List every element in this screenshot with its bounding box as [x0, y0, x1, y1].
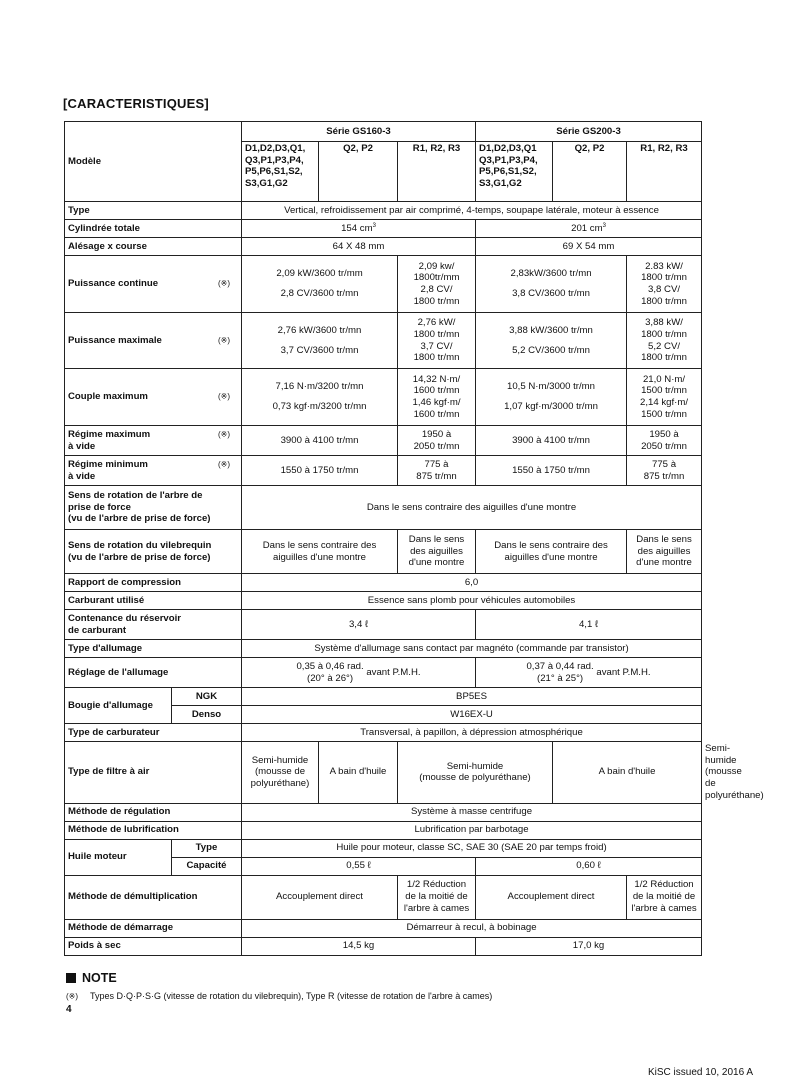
value-gs200: 3900 à 4100 tr/mn — [476, 426, 627, 456]
sub-label: NGK — [172, 688, 242, 706]
value-gs160: 3,4 ℓ — [242, 610, 476, 640]
row-label-text: Régime minimum à vide — [68, 458, 148, 482]
angle-range — [526, 661, 593, 684]
value-line: 1800 tr/mn — [641, 352, 687, 364]
row-value: Essence sans plomb pour véhicules automobiles — [242, 592, 702, 610]
value-gs200-bain: A bain d'huile — [553, 742, 702, 804]
table-row — [65, 724, 702, 742]
value-line: l'arbre à cames — [631, 902, 697, 914]
value-gs200: 69 X 54 mm — [476, 238, 702, 256]
value-line: de la moitié de — [405, 891, 468, 903]
row-label: Huile moteur — [65, 839, 172, 875]
value-line: 0,37 à 0,44 rad. — [526, 660, 594, 672]
value-line: 3,8 CV/ — [648, 284, 681, 295]
value-line: 1800 tr/mn — [413, 352, 460, 364]
value-gs200: 0,60 ℓ — [476, 857, 702, 875]
value-line: 3,8 CV/3600 tr/mn — [512, 288, 590, 299]
value-gs160: Accouplement direct — [242, 875, 398, 919]
value-gs200-r — [627, 426, 702, 456]
note-mark: (※) — [217, 279, 230, 289]
footer-issue: KiSC issued 10, 2016 A — [648, 1067, 754, 1078]
value-line: 1600 tr/mn — [413, 408, 460, 420]
value-gs200-r — [627, 875, 702, 919]
row-label-text: Puissance continue — [68, 278, 159, 290]
value-line: Semi-humide — [446, 760, 504, 772]
value-line: 2,76 kW/ — [417, 317, 456, 329]
value-line: 5,2 CV/ — [648, 340, 681, 352]
row-label: Rapport de compression — [65, 574, 242, 592]
note-text — [66, 991, 492, 1001]
row-label: Type de carburateur — [65, 724, 242, 742]
section-heading: [CARACTERISTIQUES] — [63, 96, 209, 111]
value-line: (mousse de polyuréthane) — [419, 772, 531, 784]
value-line: 775 à — [424, 458, 449, 470]
models-gs160-r: R1, R2, R3 — [398, 142, 476, 202]
value-line: 2,09 kw/ — [418, 260, 455, 272]
row-label: Type d'allumage — [65, 640, 242, 658]
sub-label: Type — [172, 839, 242, 857]
row-label: Type — [65, 202, 242, 220]
row-label: Sens de rotation de l'arbre de prise de force (vu de l'arbre de prise de force) — [65, 486, 242, 530]
value-gs200 — [476, 220, 702, 238]
value-gs160-r — [398, 456, 476, 486]
value-text: 201 cm — [571, 222, 603, 234]
models-gs200-d: D1,D2,D3,Q1 Q3,P1,P3,P4, P5,P6,S1,S2, S3,G1,G2 — [476, 142, 553, 202]
angle-range — [296, 661, 363, 684]
square-bullet-icon — [66, 973, 76, 983]
table-row — [65, 875, 702, 919]
series-gs160: Série GS160-3 — [242, 122, 476, 142]
note-mark: (※) — [217, 429, 230, 439]
models-gs200-r: R1, R2, R3 — [627, 142, 702, 202]
value-line: 14,32 N·m/ — [412, 373, 461, 385]
value-line: 2050 tr/mn — [413, 440, 460, 452]
value-line: 1600 tr/mn — [413, 385, 460, 397]
value-line: l'arbre à cames — [403, 902, 470, 914]
row-label: Alésage x course — [65, 238, 242, 256]
value-line: Dans le sens contraire des — [262, 539, 377, 551]
value-line: des aiguilles — [637, 545, 691, 557]
value-line: Semi-humide — [251, 754, 309, 766]
value-line: 1500 tr/mn — [641, 385, 687, 397]
row-value: Démarreur à recul, à bobinage — [242, 919, 702, 937]
value-line: Dans le sens — [408, 533, 465, 545]
value-gs200: Accouplement direct — [476, 875, 627, 919]
value-line: 0,73 kgf·m/3200 tr/mn — [272, 401, 367, 412]
models-gs160-q2: Q2, P2 — [319, 142, 398, 202]
note-heading — [66, 971, 117, 985]
value-gs200-r — [627, 313, 702, 369]
value-gs160-r — [398, 530, 476, 574]
value-gs160: 3900 à 4100 tr/mn — [242, 426, 398, 456]
value-line: 1800 tr/mn — [641, 328, 687, 340]
table-row — [65, 839, 702, 857]
value-line: 1/2 Réduction — [406, 879, 467, 891]
value-line: 775 à — [652, 458, 677, 470]
value-line: d'une montre — [408, 557, 465, 569]
row-label-text: Puissance maximale — [68, 334, 162, 346]
table-row — [65, 803, 702, 821]
table-row — [65, 610, 702, 640]
value-line: 1500 tr/mn — [641, 408, 687, 420]
value-gs200: 1550 à 1750 tr/mn — [476, 456, 627, 486]
table-row: Type de filtre à air Semi-humide (mousse de polyuréthane) A bain d'huile Semi-humide (mousse de polyuréthane) A bain d'huile Semi-humide (mousse de polyuréthane) — [65, 742, 702, 804]
table-row — [65, 369, 702, 426]
table-row — [65, 574, 702, 592]
row-label: Poids à sec — [65, 937, 242, 955]
unit-superscript: 3 — [372, 222, 376, 229]
note-mark: (※) — [217, 335, 230, 345]
row-label: Type de filtre à air — [65, 742, 242, 804]
value-suffix: avant P.M.H. — [366, 666, 421, 678]
value-line: 2,8 CV/3600 tr/mn — [280, 288, 359, 299]
value-text: 154 cm — [341, 222, 373, 234]
table-row — [65, 592, 702, 610]
row-label: Bougie d'allumage — [65, 688, 172, 724]
table-row — [65, 202, 702, 220]
table-row — [65, 821, 702, 839]
row-value: W16EX-U — [242, 706, 702, 724]
value-line: 1800 tr/mn — [413, 328, 460, 340]
value-gs160: 1550 à 1750 tr/mn — [242, 456, 398, 486]
row-label: Méthode de régulation — [65, 803, 242, 821]
value-line: 3,88 kW/3600 tr/mn — [509, 324, 593, 336]
row-value: Système à masse centrifuge — [242, 803, 702, 821]
value-line: 1800tr/mm — [413, 272, 460, 284]
page-number: 4 — [66, 1004, 72, 1015]
table-header-series — [65, 122, 702, 142]
row-label — [65, 313, 242, 369]
table-row — [65, 688, 702, 706]
table-row — [65, 256, 702, 313]
value-gs160: 0,55 ℓ — [242, 857, 476, 875]
row-label-text: Couple maximum — [68, 391, 148, 403]
value-line: 1800 tr/mn — [413, 295, 460, 307]
value-line: 1,46 kgf·m/ — [412, 397, 461, 408]
row-value: Lubrification par barbotage — [242, 821, 702, 839]
row-label: Sens de rotation du vilebrequin (vu de l'arbre de prise de force) — [65, 530, 242, 574]
value-line: aiguilles d'une montre — [272, 551, 367, 563]
value-gs200-r — [627, 369, 702, 426]
value-gs160-r-gs200 — [398, 742, 553, 804]
value-line: 3,7 CV/ — [420, 340, 453, 352]
row-label: Méthode de lubrification — [65, 821, 242, 839]
value-line: des aiguilles — [410, 545, 463, 557]
table-row — [65, 658, 702, 688]
value-gs160 — [242, 530, 398, 574]
value-line: d'une montre — [636, 557, 692, 569]
table-row — [65, 530, 702, 574]
value-line: 875 tr/mn — [643, 470, 685, 482]
sub-label: Capacité — [172, 857, 242, 875]
table-row — [65, 220, 702, 238]
value-line: 1950 à — [649, 428, 679, 440]
value-line: 875 tr/mn — [416, 470, 457, 482]
value-line: (20° à 26°) — [307, 672, 354, 684]
series-gs200: Série GS200-3 — [476, 122, 702, 142]
value-gs160 — [242, 742, 319, 804]
row-value: Vertical, refroidissement par air comprimé, 4-temps, soupape latérale, moteur à essence — [242, 202, 702, 220]
note-mark: (※) — [66, 992, 79, 1001]
value-line: 2,83kW/3600 tr/mn — [510, 268, 592, 280]
value-gs160-r — [398, 369, 476, 426]
value-line: 2,09 kW/3600 tr/mm — [276, 268, 363, 280]
value-gs160 — [242, 369, 398, 426]
value-gs200: 4,1 ℓ — [476, 610, 702, 640]
row-value: 6,0 — [242, 574, 702, 592]
value-line: 3,7 CV/3600 tr/mn — [280, 344, 359, 356]
value-line: 7,16 N·m/3200 tr/mn — [275, 381, 364, 393]
value-gs160 — [242, 220, 476, 238]
value-line: de la moitié de — [632, 891, 696, 903]
value-gs200 — [476, 256, 627, 313]
value-line: 0,35 à 0,46 rad. — [296, 660, 364, 672]
note-mark: (※) — [217, 459, 230, 469]
sub-label: Denso — [172, 706, 242, 724]
value-line: 3,88 kW/ — [645, 317, 683, 329]
value-gs160-r — [398, 426, 476, 456]
value-line: 5,2 CV/3600 tr/mn — [512, 344, 590, 356]
note-body: Types D·Q·P·S·G (vitesse de rotation du vilebrequin), Type R (vitesse de rotation de l'arbre à cames) — [90, 991, 493, 1001]
value-gs160: 64 X 48 mm — [242, 238, 476, 256]
table-row — [65, 486, 702, 530]
value-line: 2,14 kgf·m/ — [640, 397, 689, 408]
row-label-text: Régime maximum à vide — [68, 428, 151, 452]
value-line: 2050 tr/mn — [641, 440, 687, 452]
value-line: 2,8 CV/ — [420, 284, 453, 295]
row-value: Dans le sens contraire des aiguilles d'une montre — [242, 486, 702, 530]
value-gs200 — [476, 313, 627, 369]
value-line: Dans le sens — [636, 533, 692, 545]
value-gs200: 17,0 kg — [476, 937, 702, 955]
value-gs160: 14,5 kg — [242, 937, 476, 955]
value-line: polyuréthane) — [250, 778, 310, 790]
value-line: (21° à 25°) — [537, 672, 584, 684]
value-line: 1800 tr/mn — [641, 295, 687, 307]
note-title: NOTE — [82, 971, 117, 985]
row-label: Carburant utilisé — [65, 592, 242, 610]
value-line: 1950 à — [421, 428, 452, 440]
table-row — [65, 456, 702, 486]
value-line: Dans le sens contraire des — [494, 539, 608, 551]
row-label: Réglage de l'allumage — [65, 658, 242, 688]
value-gs200-r — [627, 456, 702, 486]
value-gs200 — [476, 530, 627, 574]
table-row — [65, 919, 702, 937]
value-gs200-r — [627, 530, 702, 574]
table-row — [65, 313, 702, 369]
row-label — [65, 369, 242, 426]
value-gs160 — [242, 313, 398, 369]
value-gs200 — [476, 658, 702, 688]
value-gs160 — [242, 256, 398, 313]
value-line: 10,5 N·m/3000 tr/mn — [507, 381, 595, 393]
row-label — [65, 456, 242, 486]
table-row — [65, 640, 702, 658]
value-line: 1,07 kgf·m/3000 tr/mn — [504, 401, 598, 412]
model-label: Modèle — [65, 122, 242, 202]
value-gs160-r — [398, 313, 476, 369]
row-label: Méthode de démultiplication — [65, 875, 242, 919]
table-row — [65, 238, 702, 256]
value-gs160-r — [398, 875, 476, 919]
value-line: 1/2 Réduction — [634, 879, 694, 891]
row-label — [65, 256, 242, 313]
row-value: Transversal, à papillon, à dépression atmosphérique — [242, 724, 702, 742]
value-suffix: avant P.M.H. — [596, 666, 651, 678]
value-line: 1800 tr/mn — [641, 272, 687, 284]
value-line: 2,76 kW/3600 tr/mn — [277, 324, 362, 336]
row-label — [65, 426, 242, 456]
row-value: Huile pour moteur, classe SC, SAE 30 (SAE 20 par temps froid) — [242, 839, 702, 857]
models-gs160-d: D1,D2,D3,Q1, Q3,P1,P3,P4, P5,P6,S1,S2, S3,G1,G2 — [242, 142, 319, 202]
note-mark: (※) — [217, 392, 230, 402]
value-line: 21,0 N·m/ — [642, 373, 686, 385]
value-line: 2.83 kW/ — [645, 260, 683, 272]
unit-superscript: 3 — [602, 222, 606, 229]
value-line: aiguilles d'une montre — [504, 551, 598, 563]
value-gs200-r — [627, 256, 702, 313]
value-gs160-r — [398, 256, 476, 313]
value-line: (mousse de — [254, 766, 306, 778]
value-gs160-bain: A bain d'huile — [319, 742, 398, 804]
row-label: Cylindrée totale — [65, 220, 242, 238]
row-label: Méthode de démarrage — [65, 919, 242, 937]
table-row — [65, 426, 702, 456]
row-value: BP5ES — [242, 688, 702, 706]
table-row — [65, 937, 702, 955]
models-gs200-q2: Q2, P2 — [553, 142, 627, 202]
row-label: Contenance du réservoir de carburant — [65, 610, 242, 640]
value-gs200 — [476, 369, 627, 426]
value-gs160 — [242, 658, 476, 688]
row-value: Système d'allumage sans contact par magnéto (commande par transistor) — [242, 640, 702, 658]
specifications-table — [64, 121, 764, 956]
